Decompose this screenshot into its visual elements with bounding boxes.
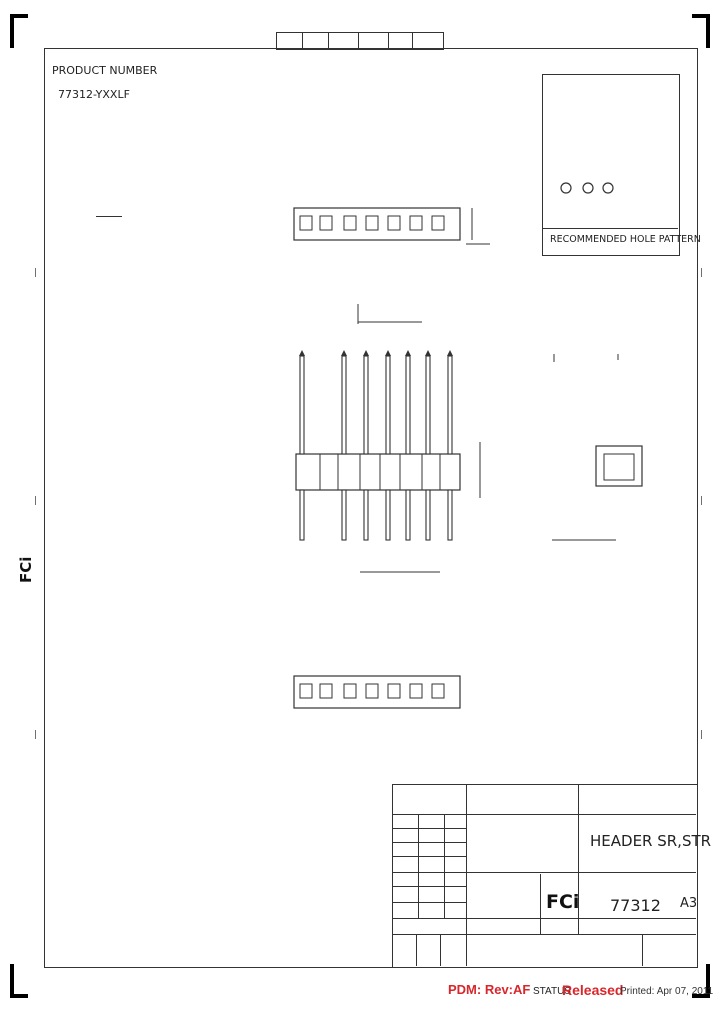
title-block bbox=[392, 784, 698, 968]
title-block-row bbox=[392, 842, 466, 843]
fci-logo-margin bbox=[14, 544, 36, 592]
title-block-row bbox=[392, 814, 696, 815]
zone-marker: | bbox=[34, 496, 38, 506]
hole-pattern-drawing bbox=[556, 176, 616, 200]
header-section-view bbox=[546, 340, 676, 550]
title-block-row bbox=[392, 902, 466, 903]
title-block-size: A3 bbox=[680, 896, 698, 911]
status-label: STATUS bbox=[533, 986, 571, 997]
title-block-row bbox=[392, 828, 466, 829]
title-block-divider bbox=[440, 934, 441, 966]
zone-marker: | bbox=[34, 268, 38, 278]
printed-date: Printed: Apr 07, 2011 bbox=[620, 986, 714, 997]
zone-marker: | bbox=[34, 730, 38, 740]
title-block-drawing-number: 77312 bbox=[610, 896, 661, 915]
hole-pattern-title: RECOMMENDED HOLE PATTERN bbox=[550, 234, 701, 245]
revision-divider bbox=[388, 32, 389, 48]
zone-marker: | bbox=[700, 268, 704, 278]
title-block-divider bbox=[540, 874, 541, 934]
title-block-row bbox=[392, 918, 696, 919]
svg-text:FCi: FCi bbox=[546, 891, 580, 913]
title-block-row bbox=[392, 856, 466, 857]
title-block-divider bbox=[444, 814, 445, 918]
title-block-row bbox=[392, 886, 466, 887]
title-block-divider bbox=[466, 784, 467, 966]
revision-divider bbox=[358, 32, 359, 48]
title-block-row bbox=[392, 934, 696, 935]
revision-divider bbox=[412, 32, 413, 48]
title-block-row bbox=[392, 872, 696, 873]
zone-marker: | bbox=[700, 496, 704, 506]
svg-text:FCi: FCi bbox=[17, 556, 35, 583]
product-number-label: PRODUCT NUMBER bbox=[52, 64, 158, 77]
zone-marker: | bbox=[700, 730, 704, 740]
header-bottom-view bbox=[290, 670, 470, 720]
revision-divider bbox=[302, 32, 303, 48]
header-side-view bbox=[290, 348, 490, 584]
header-top-view bbox=[290, 200, 490, 260]
crop-mark-top-left-v bbox=[10, 14, 14, 48]
title-block-divider bbox=[418, 814, 419, 918]
pdm-revision: PDM: Rev:AF bbox=[448, 982, 531, 997]
title-block-divider bbox=[416, 934, 417, 966]
title-block-divider bbox=[642, 934, 643, 966]
title-block-title: HEADER SR,STR bbox=[590, 832, 712, 850]
crop-mark-top-right-v bbox=[706, 14, 710, 48]
hole-pattern-divider bbox=[542, 228, 678, 229]
spec-line bbox=[96, 216, 122, 217]
revision-divider bbox=[328, 32, 329, 48]
status-value: Released bbox=[562, 982, 624, 998]
fci-logo-title-block bbox=[546, 886, 578, 916]
crop-mark-bottom-left-v bbox=[10, 964, 14, 998]
pitch-dimension bbox=[356, 302, 426, 326]
product-number-value: 77312-YXXLF bbox=[58, 88, 130, 101]
